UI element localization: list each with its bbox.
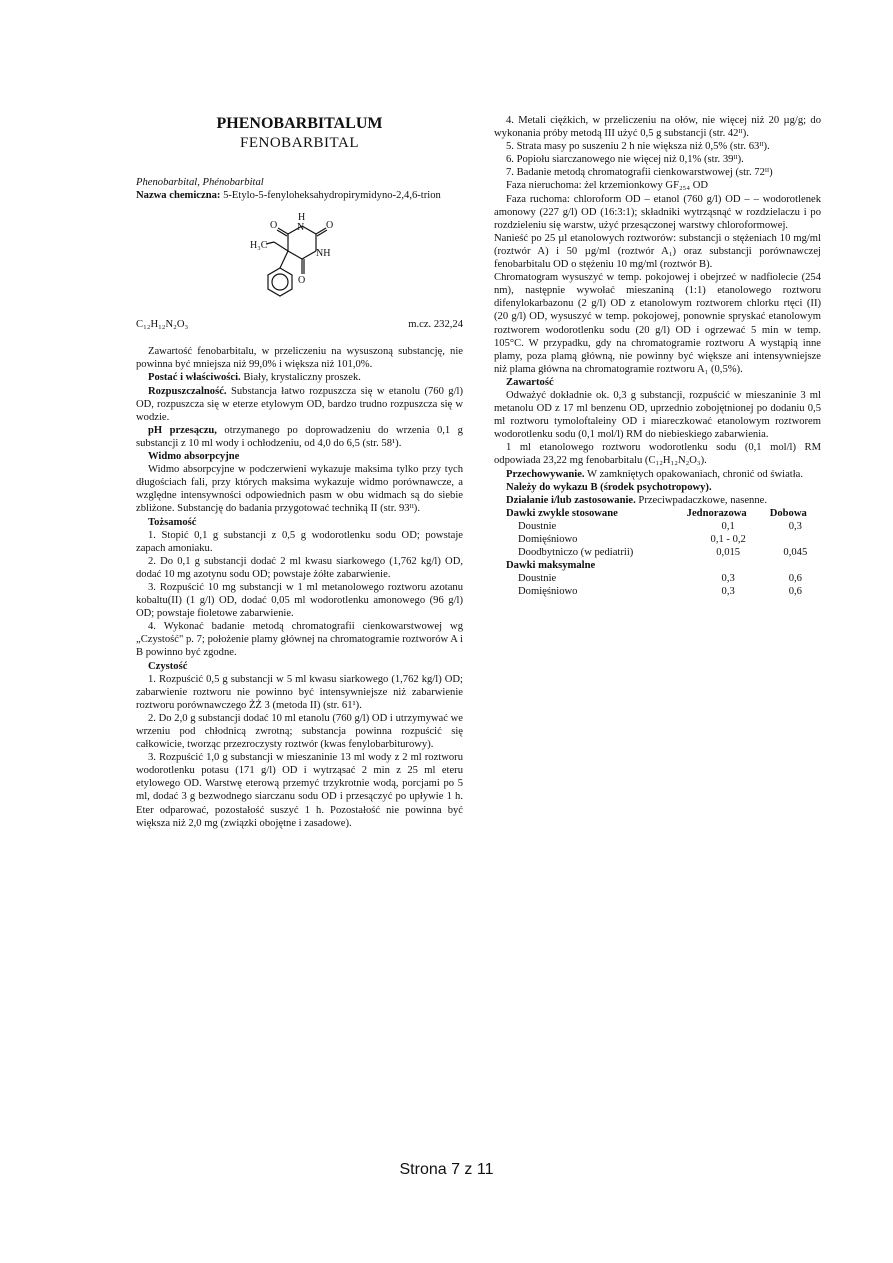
purity-item: 6. Popiołu siarczanowego nie więcej niż 0,1% (str. 39ᴵᴵ). xyxy=(506,154,744,166)
list-note: Należy do wykazu B (środek psychotropowy). xyxy=(506,481,712,493)
latin-names: Phenobarbital, Phénobarbital xyxy=(136,177,264,188)
table-cell: 0,3 xyxy=(788,520,802,532)
absorption-heading: Widmo absorpcyjne xyxy=(148,451,240,463)
table-cell: 0,1 xyxy=(721,520,735,532)
storage-text: W zamkniętych opakowaniach, chronić od światła. xyxy=(584,468,804,480)
table-header-cell: Jednorazowa xyxy=(686,507,747,519)
stationary-phase: Faza nieruchoma: żel krzemionkowy GF₂₅₄ OD xyxy=(506,180,709,192)
appearance-head: Postać i właściwości. xyxy=(148,372,241,384)
atom-h3c: H₃C xyxy=(249,240,267,252)
appearance-paragraph xyxy=(136,371,463,384)
molecular-formula: C₁₂H₁₂N₂O₃ xyxy=(136,319,189,331)
ph-text: otrzymanego po doprowadzeniu do wrzenia 0,1 g substancji z 10 ml wody i ochłodzeniu, od 4,0 do 6,5 (str. 58¹). xyxy=(136,424,463,449)
solubility-text: Substancja łatwo rozpuszcza się w etanolu (760 g/l) OD, rozpuszcza się w eterze etylowym OD, bardzo trudno rozpuszcza się w wodzie. xyxy=(136,385,463,423)
mobile-phase: Faza ruchoma: chloroform OD – etanol (760 g/l) OD – – wodorotlenek amonowy (227 g/l) OD (16:3:1); składniki wytrząsnąć w rozdzielaczu i po rozdzieleniu się warstw, użyć przesączonej warstwy chloroformowej. xyxy=(494,193,821,231)
table-row xyxy=(494,533,821,546)
chromatogram-text: Chromatogram wysuszyć w temp. pokojowej i obejrzeć w nadfiolecie (254 nm), następnie wywołać mieszaniną (1:1) etanolowego roztworu difenylokarbazonu (2 g/l) OD z etanolowym roztworem chlorku rtęci (II) (20 g/l) OD, wysuszyć w temp. pokojowej, ponownie spryskać etanolowym roztworem wodorotlenku sodu (20 g/l) OD i ogrzewać 5 min w temp. 105°C. W przypadku, gdy na chromatogramie roztworu A wystąpią inne plamy, poza plamą główną, nie powinny być większe ani intensywniejsze niż plama główna na chromatogramie roztworu A₁ (0,5%). xyxy=(494,272,821,375)
action-text: Przeciwpadaczkowe, nasenne. xyxy=(635,494,767,506)
page-title: PHENOBARBITALUM xyxy=(216,115,383,132)
storage-head: Przechowywanie. xyxy=(506,468,585,480)
purity-item: 5. Strata masy po suszeniu 2 h nie większa niż 0,5% (str. 63ᴵᴵ). xyxy=(506,141,770,153)
table-cell xyxy=(770,533,821,546)
table-header-cell: Dobowa xyxy=(769,507,807,519)
solubility-head: Rozpuszczalność. xyxy=(148,385,227,397)
table-row xyxy=(494,546,821,559)
identity-item: 4. Wykonać badanie metodą chromatografii cienkowarstwowej wg „Czystość" p. 7; położenie plamy głównej na chromatogramie roztworów A i B powinno być zgodne. xyxy=(136,621,463,659)
atom-n: N xyxy=(296,222,304,234)
purity-item: 4. Metali ciężkich, w przeliczeniu na ołów, nie więcej niż 20 µg/g; do wykonania próby metodą III użyć 0,5 g substancji (str. 42ᴵᴵ). xyxy=(494,115,821,140)
identity-item: 1. Stopić 0,1 g substancji z 0,5 g wodorotlenku sodu OD; powstaje zapach amoniaku. xyxy=(136,529,463,554)
atom-o-bottom: O xyxy=(297,275,305,287)
table-row xyxy=(494,520,821,533)
action-head: Działanie i/lub zastosowanie. xyxy=(506,494,636,506)
table-cell: Domięśniowo xyxy=(518,586,578,598)
molecular-mass: m.cz. 232,24 xyxy=(408,319,463,331)
appearance-text: Biały, krystaliczny proszek. xyxy=(240,372,361,384)
identity-heading: Tożsamość xyxy=(148,516,197,528)
page-subtitle: FENOBARBITAL xyxy=(240,135,359,151)
atom-h: H xyxy=(297,212,305,224)
purity-item: 3. Rozpuścić 1,0 g substancji w mieszaninie 13 ml wody z 2 ml roztworu wodorotlenku potasu (171 g/l) OD i wytrząsać 2 min z 25 ml eteru etylowego OD. Warstwę eterową przemyć trzykrotnie wodą, porcjami po 5 ml, dodać 3 g bezwodnego siarczanu sodu OD i przesączyć po upływie 1 h. Eter odparować, pozostałość suszyć 1 h. Pozostałość nie powinna być większa niż 2,0 mg (związki obojętne i zasadowe). xyxy=(136,752,463,829)
formula-row xyxy=(136,318,463,331)
purity-heading: Czystość xyxy=(148,660,188,672)
content-paragraph: Zawartość fenobarbitalu, w przeliczeniu na wysuszoną substancję, nie powinna być mniejsza niż 99,0% i większa niż 101,0%. xyxy=(136,346,463,371)
assay-equivalence: 1 ml etanolowego roztworu wodorotlenku sodu (0,1 mol/l) RM odpowiada 23,22 mg fenobarbitalu (C₁₂H₁₂N₂O₃). xyxy=(494,442,821,467)
identity-item: 2. Do 0,1 g substancji dodać 2 ml kwasu siarkowego (1,762 kg/l) OD, dodać 10 mg azotynu sodu OD; powstaje żółte zabarwienie. xyxy=(136,555,463,580)
dose-table xyxy=(494,507,821,599)
chemical-name-label: Nazwa chemiczna: xyxy=(136,190,221,202)
chemical-name xyxy=(136,189,463,202)
right-column xyxy=(494,114,821,598)
table-cell: Doustnie xyxy=(518,573,557,585)
table-cell: Domięśniowo xyxy=(518,534,578,545)
atom-nh: NH xyxy=(315,248,330,260)
purity-item: 7. Badanie metodą chromatografii cienkowarstwowej (str. 72ᴵᴵ) xyxy=(506,167,773,179)
action-paragraph xyxy=(494,494,821,507)
atom-o-left: O xyxy=(269,220,277,232)
table-subheader-cell: Dawki maksymalne xyxy=(506,560,596,572)
solubility-paragraph xyxy=(136,385,463,424)
assay-text: Odważyć dokładnie ok. 0,3 g substancji, rozpuścić w mieszaninie 3 ml metanolu OD z 17 ml benzenu OD, uprzednio zobojętnionej po dodaniu 0,5 ml roztworu tymoloftaleiny OD i miareczkować etanolowym roztworem wodorotlenku sodu (0,1 mol/l) RM do niebieskiego zabarwienia. xyxy=(494,389,821,441)
atom-o-right: O xyxy=(325,220,333,232)
storage-paragraph xyxy=(494,468,821,481)
table-cell: Doodbytniczo (w pediatrii) xyxy=(518,547,634,559)
chemical-name-value: 5-Etylo-5-fenyloheksahydropirymidyno-2,4,6-trion xyxy=(223,190,441,202)
absorption-text: Widmo absorpcyjne w podczerwieni wykazuje maksima tylko przy tych długościach fali, przy których maksima wykazuje widmo porównawcze, a względne intensywności odpowiednich pasm w obu widmach są do siebie zbliżone. Substancję do badania przygotować techniką II (str. 93ᴵᴵ). xyxy=(136,464,463,515)
ph-head: pH przesączu, xyxy=(148,424,217,436)
table-cell: 0,3 xyxy=(721,573,735,585)
purity-item: 2. Do 2,0 g substancji dodać 10 ml etanolu (760 g/l) OD i utrzymywać we wrzeniu pod chłodnicą zwrotną; substancja powinna rozpuścić się całkowicie, tworząc przezroczysty roztwór (kwas fenylobarbiturowy). xyxy=(136,712,463,751)
table-cell: Doustnie xyxy=(518,520,557,532)
left-column xyxy=(136,114,463,830)
table-cell: 0,6 xyxy=(788,573,802,585)
table-cell: 0,6 xyxy=(788,586,802,598)
ph-paragraph xyxy=(136,424,463,450)
table-cell: 0,3 xyxy=(721,586,735,598)
table-cell: 0,1 - 0,2 xyxy=(710,534,746,545)
identity-item: 3. Rozpuścić 10 mg substancji w 1 ml metanolowego roztworu azotanu kobaltu(II) (1 g/l) OD, dodać 0,05 ml wodorotlenku amonowego (96 g/l) OD; powstaje fioletowe zabarwienie. xyxy=(136,581,463,620)
application-text: Nanieść po 25 µl etanolowych roztworów: substancji o stężeniach 10 mg/ml (roztwór A) i 50 µg/ml (roztwór A₁) oraz substancji porównawczej fenobarbitalu OD o stężeniu 10 mg/ml (roztwór B). xyxy=(494,232,821,271)
table-row xyxy=(494,572,821,585)
purity-item: 1. Rozpuścić 0,5 g substancji w 5 ml kwasu siarkowego (1,762 kg/l) OD; zabarwienie roztworu nie powinno być intensywniejsze niż zabarwienie roztworu porównawczego ŻŻ 3 (metoda II) (str. 61¹). xyxy=(136,673,463,711)
page-footer: Strona 7 z 11 xyxy=(399,1161,494,1178)
table-header-row xyxy=(494,507,821,520)
table-header-cell: Dawki zwykle stosowane xyxy=(506,507,618,519)
assay-heading: Zawartość xyxy=(506,376,554,388)
table-row xyxy=(494,585,821,598)
table-cell: 0,045 xyxy=(783,547,808,559)
table-subheader-row xyxy=(494,559,821,572)
structural-formula-diagram xyxy=(240,204,360,314)
table-cell: 0,015 xyxy=(716,547,741,559)
